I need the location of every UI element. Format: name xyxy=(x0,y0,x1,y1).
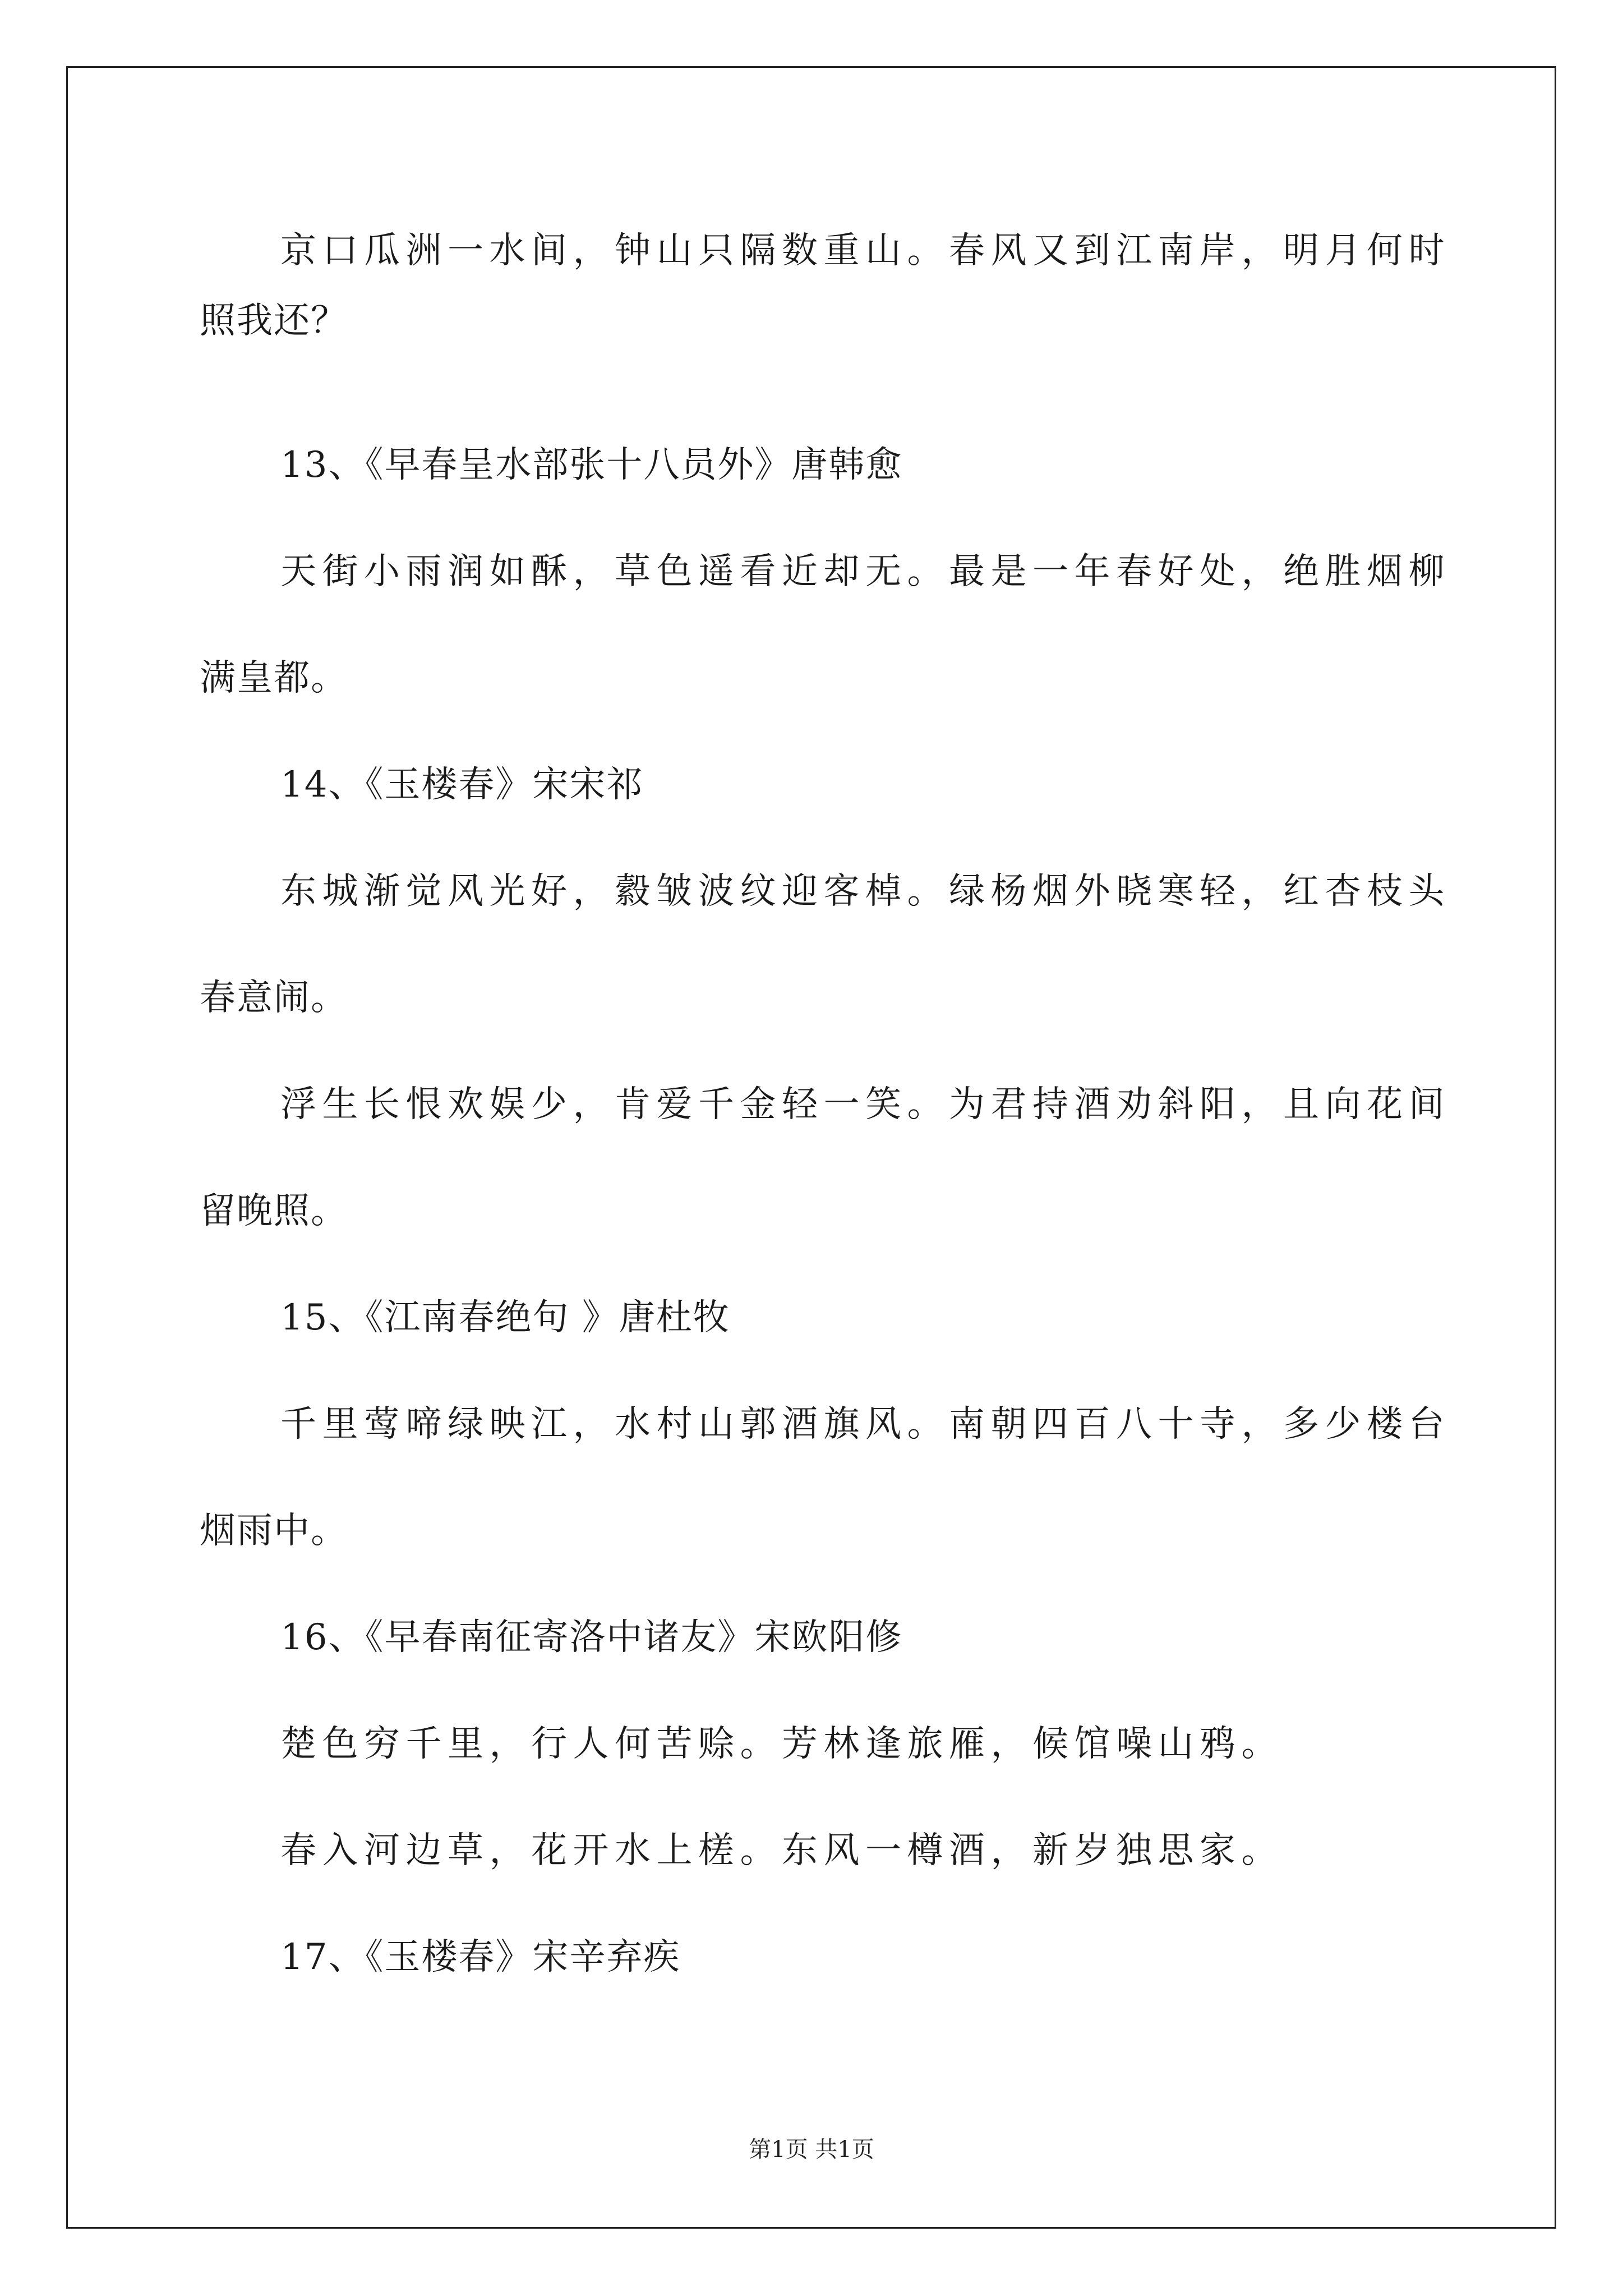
poem-line: 春入河边草，花开水上槎。东风一樽酒，新岁独思家。 xyxy=(280,1830,1283,1871)
poem-title: 13、《早春呈水部张十八员外》唐韩愈 xyxy=(280,444,903,486)
poem-line: 留晚照。 xyxy=(200,1190,348,1232)
poem-line: 烟雨中。 xyxy=(200,1510,348,1552)
poem-line: 照我还？ xyxy=(200,300,348,342)
poem-line: 东城渐觉风光好，縠皱波纹迎客棹。绿杨烟外晓寒轻，红杏枝头 xyxy=(280,871,1450,912)
poem-title: 15、《江南春绝句 》唐杜牧 xyxy=(280,1297,730,1338)
poem-title: 16、《早春南征寄洛中诸友》宋欧阳修 xyxy=(280,1617,903,1658)
poem-line: 浮生长恨欢娱少，肯爱千金轻一笑。为君持酒劝斜阳，且向花间 xyxy=(280,1084,1450,1125)
poem-title: 17、《玉楼春》宋辛弃疾 xyxy=(280,1936,681,1978)
poem-line: 京口瓜洲一水间，钟山只隔数重山。春风又到江南岸，明月何时 xyxy=(280,230,1450,272)
poem-line: 楚色穷千里，行人何苦赊。芳林逢旅雁，候馆噪山鸦。 xyxy=(280,1723,1283,1765)
page-footer: 第1页 共1页 xyxy=(749,2137,874,2162)
poem-line: 春意闹。 xyxy=(200,977,348,1019)
poem-title: 14、《玉楼春》宋宋祁 xyxy=(280,764,644,806)
poem-line: 千里莺啼绿映江，水村山郭酒旗风。南朝四百八十寺，多少楼台 xyxy=(280,1404,1450,1445)
poem-line: 满皇都。 xyxy=(200,657,348,699)
poem-line: 天街小雨润如酥，草色遥看近却无。最是一年春好处，绝胜烟柳 xyxy=(280,551,1450,592)
page-border xyxy=(66,66,1556,2229)
